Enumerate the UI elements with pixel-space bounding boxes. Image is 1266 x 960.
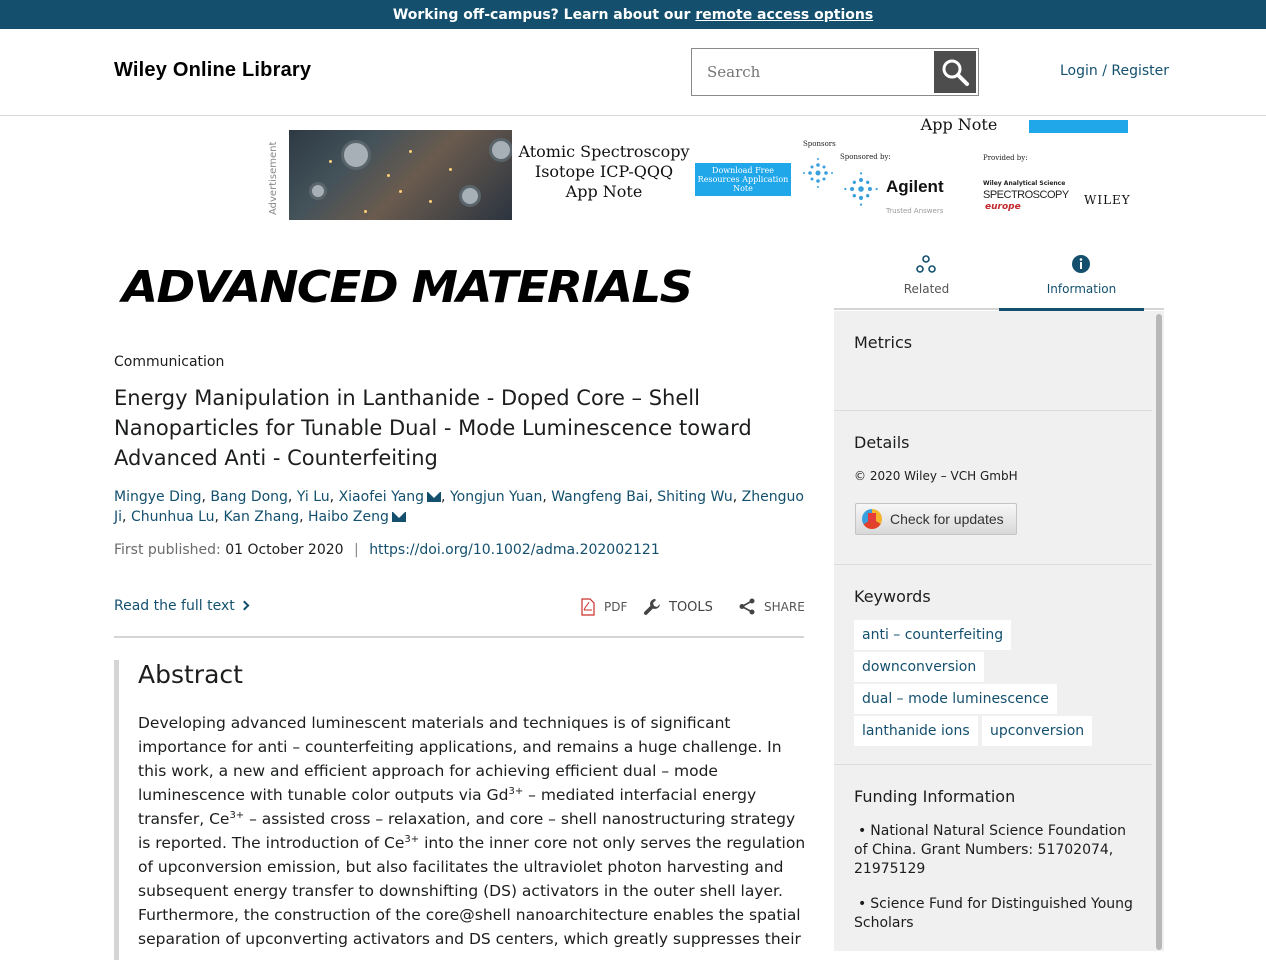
- keyword-tag[interactable]: anti – counterfeiting: [854, 620, 1011, 650]
- bullet: •: [858, 823, 867, 839]
- copyright-text: © 2020 Wiley – VCH GmbH: [854, 469, 1018, 483]
- related-icon: [916, 254, 936, 274]
- author-list: Mingye Ding, Bang Dong, Yi Lu, Xiaofei Yang , Yongjun Yuan, Wangfeng Bai, Shiting Wu, Zhenguo Ji, Chunhua Lu, Kan Zhang, Haibo Zeng: [114, 489, 804, 525]
- login-register-link[interactable]: Login / Register: [1060, 63, 1170, 79]
- separator: |: [354, 542, 359, 558]
- wrench-icon: [643, 598, 661, 616]
- chevron-right-icon: [239, 601, 249, 611]
- author-link[interactable]: Chunhua Lu: [130, 509, 215, 525]
- tools-label: TOOLS: [669, 599, 713, 615]
- site-header: [0, 29, 1266, 116]
- email-icon[interactable]: [427, 492, 441, 502]
- first-published-label: First published:: [114, 542, 221, 558]
- share-button[interactable]: [739, 598, 805, 615]
- information-panel: [834, 311, 1164, 951]
- funding-text: National Natural Science Foundation of China. Grant Numbers: 51702074, 21975129: [854, 823, 1127, 877]
- site-logo[interactable]: Wiley Online Library: [114, 59, 312, 81]
- journal-masthead[interactable]: ADVANCED MATERIALS: [122, 262, 692, 313]
- details-heading: Details: [854, 433, 910, 452]
- author-link[interactable]: Xiaofei Yang: [338, 489, 425, 505]
- side-tabs: [834, 240, 1164, 310]
- abstract-text-part: – mediated interfacial energy transfer, Ce: [138, 786, 757, 828]
- ad-title-line: App Note: [565, 182, 643, 201]
- metrics-section: [834, 311, 1152, 411]
- banner-text: Working off-campus? Learn about our: [392, 6, 691, 23]
- funding-heading: Funding Information: [854, 787, 1016, 806]
- abstract-text: [138, 711, 808, 951]
- ad-sponsors-label: Sponsors: [803, 140, 836, 148]
- superscript: 3+: [229, 810, 245, 821]
- share-label: SHARE: [764, 599, 805, 614]
- funding-item: [854, 895, 1134, 933]
- author-link[interactable]: Kan Zhang: [223, 509, 300, 525]
- agilent-spark-icon: [842, 170, 880, 208]
- ad-title-line: Atomic Spectroscopy: [518, 142, 690, 161]
- check-for-updates-label: Check for updates: [890, 511, 1004, 527]
- author-link[interactable]: Bang Dong: [210, 489, 288, 505]
- tab-information[interactable]: [999, 240, 1164, 310]
- author-link[interactable]: Shiting Wu: [657, 489, 733, 505]
- search-icon: [940, 57, 970, 87]
- details-section: [834, 411, 1152, 565]
- agilent-spark-icon: [801, 156, 835, 190]
- abstract-text-part: Developing advanced luminescent materials and techniques is of significant importance for anti – counterfeiting applications, and remains a huge challenge. In this work, a new and efficient approach for achieving efficient dual – mode luminescence with tunable color outputs via Gd: [138, 714, 782, 804]
- author-link[interactable]: Mingye Ding: [114, 489, 202, 505]
- ad-title: [515, 142, 693, 202]
- ad-ghost-cta: [1029, 120, 1128, 133]
- panel-scrollbar[interactable]: [1156, 314, 1162, 950]
- remote-access-banner: [0, 0, 1266, 29]
- funding-text: Science Fund for Distinguished Young Scholars: [854, 896, 1133, 931]
- remote-access-link[interactable]: remote access options: [695, 6, 874, 23]
- check-for-updates-button[interactable]: [855, 503, 1017, 535]
- author-link[interactable]: Yi Lu: [296, 489, 330, 505]
- tab-related-label: Related: [903, 282, 950, 296]
- first-published-date: 01 October 2020: [225, 542, 344, 558]
- wiley-analytical-science-logo: Wiley Analytical Science: [983, 180, 1066, 187]
- advertisement-label: Advertisement: [268, 141, 279, 215]
- author-link[interactable]: Wangfeng Bai: [551, 489, 649, 505]
- ad-sponsored-by-label: Sponsored by:: [840, 153, 891, 161]
- article-title: Energy Manipulation in Lanthanide ‐ Doped Core – Shell Nanoparticles for Tunable Dual ‐ Mode Luminescence toward Advanced Anti ‐ Counterfeiting: [114, 386, 752, 470]
- divider: [114, 636, 804, 638]
- ad-title-line: Isotope ICP-QQQ: [534, 162, 674, 181]
- agilent-tagline: Trusted Answers: [886, 207, 944, 215]
- abstract-text-part: – assisted cross – relaxation, and core – shell nanostructuring strategy is reported. The introduction of Ce: [138, 810, 796, 852]
- superscript: 3+: [508, 786, 524, 797]
- superscript: 3+: [404, 834, 420, 845]
- metrics-heading: Metrics: [854, 333, 913, 352]
- search-button[interactable]: [934, 51, 976, 93]
- tab-information-label: Information: [1046, 282, 1117, 296]
- keyword-tag[interactable]: dual – mode luminescence: [854, 684, 1057, 714]
- crossmark-icon: [862, 509, 882, 529]
- agilent-logo: Agilent: [886, 177, 944, 196]
- email-icon[interactable]: [392, 512, 406, 522]
- wiley-logo: WILEY: [1084, 193, 1131, 207]
- abstract-section: [114, 660, 804, 960]
- ad-industrial-photo: [289, 130, 512, 220]
- bullet: •: [858, 896, 867, 912]
- read-full-text-label: Read the full text: [114, 598, 235, 614]
- tab-related[interactable]: [844, 240, 1009, 310]
- keywords-heading: Keywords: [854, 587, 931, 606]
- abstract-text-part: into the inner core not only serves the regulation of upconversion emission, but also facilitates the ultraviolet photon harvesting and subsequent energy transfer to downshifting (DS) activators in the outer shell layer. Furthermore, the construction of the core@shell nanoarchitecture enables the spatial separation of upconverting activators and DS centers, which greatly suppresses their: [138, 834, 806, 948]
- share-icon: [739, 598, 756, 615]
- author-link[interactable]: Yongjun Yuan: [449, 489, 543, 505]
- author-link[interactable]: Zhenguo Ji: [114, 489, 804, 525]
- doi-link[interactable]: https://doi.org/10.1002/adma.202002121: [369, 542, 660, 558]
- ad-download-button[interactable]: Download Free Resources Application Note: [695, 163, 791, 196]
- spectroscopy-europe-sublogo: europe: [985, 202, 1021, 212]
- keyword-tag[interactable]: upconversion: [982, 716, 1092, 746]
- info-icon: [1071, 254, 1091, 274]
- keyword-tag[interactable]: downconversion: [854, 652, 984, 682]
- spectroscopy-europe-logo: SPECTROSCOPY: [983, 189, 1069, 201]
- ad-ghost-title: App Note: [920, 115, 998, 134]
- search-box: [691, 48, 979, 96]
- pdf-icon: [580, 598, 596, 616]
- article-type: Communication: [114, 354, 225, 370]
- publication-info: [114, 542, 660, 558]
- advertisement-banner[interactable]: [289, 115, 1131, 220]
- tools-button[interactable]: [643, 598, 713, 616]
- funding-item: [854, 822, 1134, 879]
- pdf-button[interactable]: [580, 598, 627, 616]
- author-link[interactable]: Haibo Zeng: [308, 509, 389, 525]
- ad-provided-by-label: Provided by:: [983, 154, 1028, 162]
- read-full-text-link[interactable]: [114, 598, 248, 614]
- keyword-tag[interactable]: lanthanide ions: [854, 716, 978, 746]
- search-input[interactable]: [692, 49, 934, 95]
- pdf-label: PDF: [604, 600, 628, 614]
- abstract-title: Abstract: [138, 660, 243, 689]
